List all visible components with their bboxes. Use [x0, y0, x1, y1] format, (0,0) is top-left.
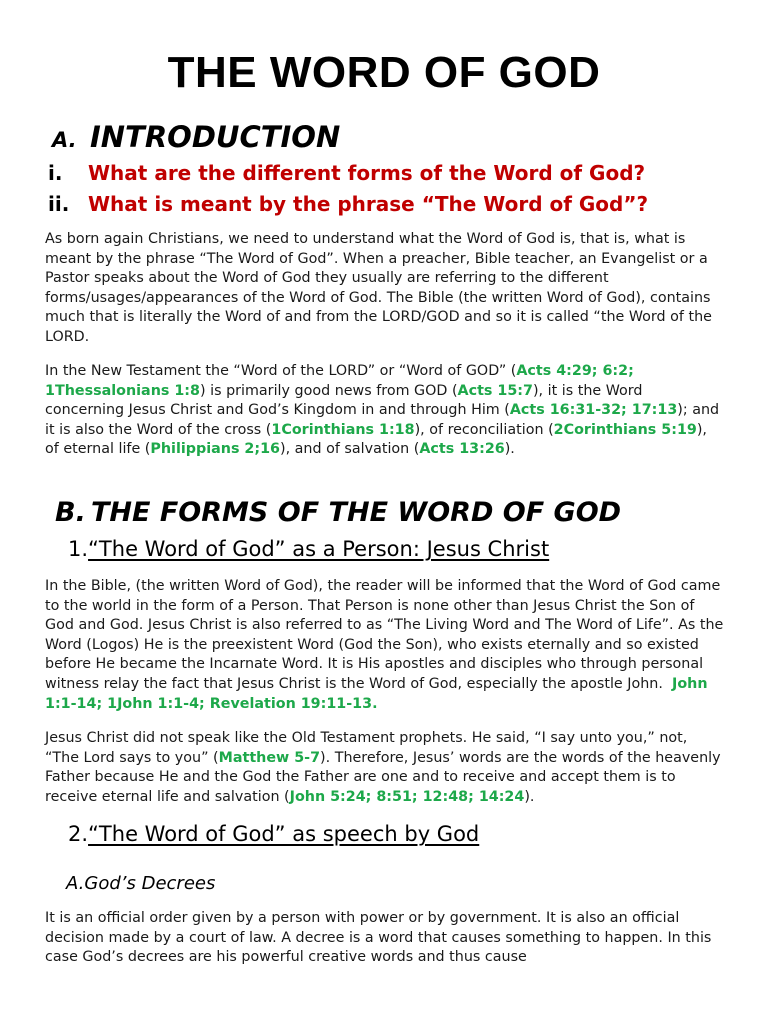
scripture-ref: 2Corinthians 5:19	[553, 421, 697, 438]
page-title: THE WORD OF GOD	[167, 48, 601, 97]
subsection-1-paragraph-2: Jesus Christ did not speak like the Old Testament prophets. He said, “I say unto you,” not, “The Lord says to you” (Matthew 5-7). Therefore, Jesus’ words are the words of the heavenly Father because He and the God the Father are one and to receive and accept them is to receive eternal life and salvation (John 5:24; 8:51; 12:48; 14:24).	[45, 730, 721, 805]
question-1	[48, 161, 645, 185]
section-b-title: THE FORMS OF THE WORD OF GOD	[91, 497, 622, 528]
question-1-number: i.	[48, 161, 63, 185]
subsection-1-paragraph-1: In the Bible, (the written Word of God), the reader will be informed that the Word of God came to the world in the form of a Person. That Person is none other than Jesus Christ the Son of God and God. Jesus Christ is also referred to as “The Living Word and The Word of Life”. As the Word (Logos) He is the preexistent Word (God the Son), who exists eternally and so existed before He became the Incarnate Word. It is His apostles and disciples who through personal witness relay the fact that Jesus Christ is the Word of God, especially the apostle John. John 1:1-14; 1John 1:1-4; Revelation 19:11-13.	[45, 578, 724, 712]
decrees-marker: A.	[66, 873, 85, 894]
scripture-ref: Acts 13:26	[419, 441, 505, 458]
scripture-ref: Acts 15:7	[457, 382, 533, 399]
scripture-ref: Philippians 2;16	[150, 441, 280, 458]
subsection-1-heading	[68, 537, 549, 561]
scripture-ref: John 5:24; 8:51; 12:48; 14:24	[289, 788, 525, 805]
subsection-1-number: 1.	[68, 537, 89, 561]
intro-paragraph-2: In the New Testament the “Word of the LORD” or “Word of GOD” (Acts 4:29; 6:2; 1Thessalonians 1:8) is primarily good news from GOD (Acts 15:7), it is the Word concerning Jesus Christ and God’s Kingdom in and through Him (Acts 16:31-32; 17:13); and it is also the Word of the cross (1Corinthians 1:18), of reconciliation (2Corinthians 5:19), of eternal life (Philippians 2;16), and of salvation (Acts 13:26).	[45, 363, 720, 458]
question-2-number: ii.	[48, 192, 70, 216]
section-b-heading	[55, 497, 621, 528]
scripture-ref: 1Corinthians 1:18	[271, 421, 415, 438]
intro-paragraph-1: As born again Christians, we need to understand what the Word of God is, that is, what is meant by the phrase “The Word of God”. When a preacher, Bible teacher, an Evangelist or a Pastor speaks about the Word of God they usually are referring to the different forms/usages/appearances of the Word of God. The Bible (the written Word of God), contains much that is literally the Word of and from the LORD/GOD and so it is called “the Word of the LORD.	[45, 231, 712, 345]
scripture-ref: Acts 16:31-32; 17:13	[509, 402, 678, 419]
section-a-title: INTRODUCTION	[90, 120, 341, 154]
decrees-paragraph: It is an official order given by a person with power or by government. It is also an official decision made by a court of law. A decree is a word that causes something to happen. In this case God’s decrees are his powerful creative words and thus cause	[45, 910, 712, 966]
decrees-title: God’s Decrees	[84, 873, 216, 894]
question-2	[48, 192, 648, 216]
section-a-heading	[52, 120, 340, 154]
scripture-ref: John 1:1-14; 1John 1:1-4; Revelation 19:11-13.	[45, 675, 708, 712]
subsection-1-title: “The Word of God” as a Person: Jesus Christ	[88, 537, 550, 561]
question-1-text: What are the different forms of the Word of God?	[88, 161, 646, 185]
subsection-2-heading	[68, 822, 479, 846]
section-b-marker: B.	[55, 497, 86, 528]
scripture-ref: Acts 4:29; 6:2; 1Thessalonians 1:8	[45, 363, 634, 399]
decrees-heading	[66, 873, 215, 894]
scripture-ref: Matthew 5-7	[218, 749, 321, 766]
subsection-2-title: “The Word of God” as speech by God	[88, 822, 480, 846]
question-2-text: What is meant by the phrase “The Word of God”?	[88, 192, 649, 216]
section-a-marker: A.	[52, 128, 77, 152]
subsection-2-number: 2.	[68, 822, 89, 846]
